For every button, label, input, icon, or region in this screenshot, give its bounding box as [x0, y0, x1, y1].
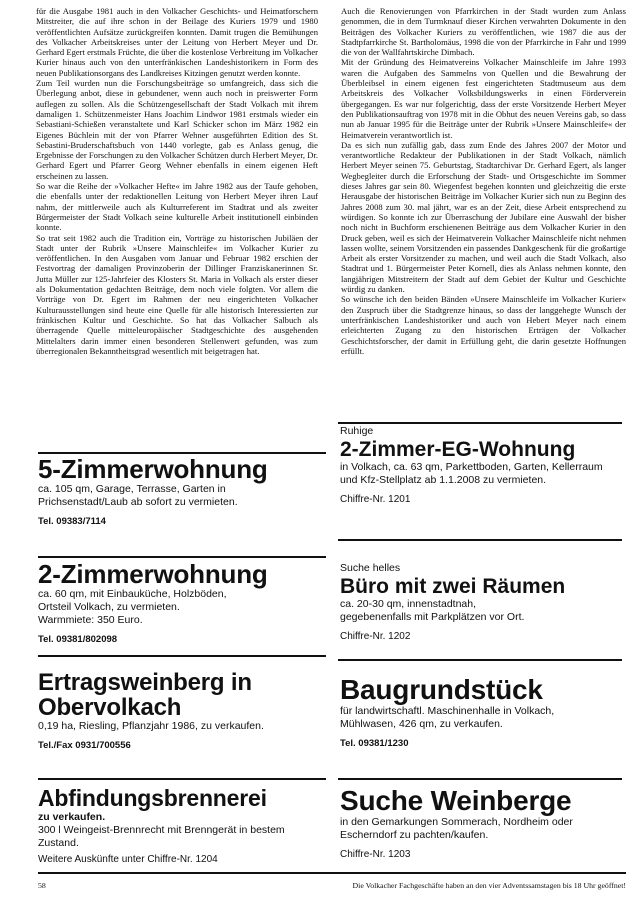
ad-title: Suche Weinberge	[340, 785, 572, 816]
ad-text: Mühlwasen, 426 qm, zu verkaufen.	[340, 718, 503, 730]
ad-phone: Tel. 09381/802098	[38, 634, 118, 645]
ad-phone: Tel./Fax 0931/700556	[38, 740, 131, 751]
classified-ad	[340, 675, 624, 749]
article-column-left	[36, 6, 318, 356]
ad-separator	[338, 659, 622, 661]
article-paragraph: Zum Teil wurden nun die Forschungsbeiträge so umfangreich, dass sich die Überlegung anbot, diese in gebundener, wenn auch noch in preiswerter Form auflegen zu sollen. Als die Schützengesellschaft der Stadt Volkach mit ihrem damaligen 1. Schützenmeister Hans Joachim Lindwor 1981 erstmals wieder ein Sebastiani-Schießen veranstaltete und Karl Schicker schon im März 1982 ein Eigenes Büchlein mit der von Pfarrer Wehner ausgeführten Edition des St. Sebastini-Bruderschaftsbuch von 1440 vorlegte, gab es Anlass genug, die Ergebnisse der Forschungen zu den Volkacher Schützen durch Herbert Meyer, Dr. Gerhard Egert und Pfarrer Georg Wehner ebenfalls in einem eigenen Heft erscheinen zu lassen.	[36, 78, 318, 181]
ad-separator	[338, 422, 622, 424]
ad-text: und Kfz-Stellplatz ab 1.1.2008 zu vermieten.	[340, 474, 547, 486]
ad-text: Escherndorf zu pachten/kaufen.	[340, 829, 489, 841]
ad-text: Warmmiete: 350 Euro.	[38, 614, 143, 626]
ad-text: gegebenenfalls mit Parkplätzen vor Ort.	[340, 611, 525, 623]
ad-title: Obervolkach	[38, 694, 182, 721]
article-paragraph: So wünsche ich den beiden Bänden »Unsere Mainschleife im Volkacher Kurier« den Zuspruch über die Stadtgrenze hinaus, so dass der langgehegte Wunsch der unterfränkischen Landeshistoriker und auch von Hebert Meyer nach einem erleichterten Zugang zu den historischen Erträgen der Volkacher Geschichtsforscher, der damit in Erfüllung geht, die darin gesetzte Hoffnungen erfüllt.	[341, 294, 626, 356]
ad-separator	[38, 556, 326, 558]
ad-separator	[38, 655, 326, 657]
ad-title: 2-Zimmerwohnung	[38, 559, 268, 589]
classified-ad	[38, 670, 326, 751]
ad-text: ca. 60 qm, mit Einbauküche, Holzböden,	[38, 588, 227, 600]
classified-ad	[38, 456, 326, 527]
ad-text: ca. 105 qm, Garage, Terrasse, Garten in	[38, 483, 226, 495]
classified-ad	[340, 425, 624, 505]
ad-subtitle: zu verkaufen.	[38, 811, 106, 823]
ad-chiffre: Chiffre-Nr. 1201	[340, 494, 411, 505]
article-paragraph: Mit der Gründung des Heimatvereins Volkacher Mainschleife im Jahre 1993 waren die Aufgaben des Sammelns von Quellen und die Bewahrung der Überbleibsel in einem eigenen fest eingerichteten Stadtmuseum aus dem Arbeitskreis des Volkacher Volksbildungswerks in einen Förderverein übergegangen. Es war nur folgerichtig, dass der erste Vorsitzende Herbert Meyer den Publikationsauftrag von 1978 mit in die Obhut des neuen Vereins gab, so dass nun ab Januar 1995 für die Beiträge unter der Rubrik »Unsere Mainschleife« der Heimatverein verantwortlich ist.	[341, 57, 626, 140]
ad-phone: Tel. 09383/7114	[38, 516, 106, 527]
ad-text: in Volkach, ca. 63 qm, Parkettboden, Garten, Kellerraum	[340, 461, 603, 473]
ad-title: 5-Zimmerwohnung	[38, 454, 268, 484]
ad-chiffre: Weitere Auskünfte unter Chiffre-Nr. 1204	[38, 854, 218, 865]
article-paragraph: für die Ausgabe 1981 auch in den Volkacher Geschichts- und Heimatforschern Mitstreiter, die auf ihre schon in der Beilage des Kuriers 1979 und 1980 veröffentlichten Aufsätze zurückgreifen konnten. Damit trugen die Bemühungen des Volkacher Arbeitskreises unter der Leitung von Herbert Meyer und Dr. Gerhard Egert erstmals Früchte, die über die kostenlose Verbreitung im Volkacher Kurier hinaus auch von den unterfränkischen Landeshistorikern in Form des neuen Publikationsorgans des Landkreises Kitzingen genutzt werden konnte.	[36, 6, 318, 78]
article-paragraph: So trat seit 1982 auch die Tradition ein, Vorträge zu historischen Jubiläen der Stadt unter der Rubrik »Unsere Mainschleife« im Volkacher Kurier zu veröffentlichen. In den Ausgaben vom Januar und Februar 1982 erschien der Festvortrag der damaligen Provinzoberin der Dillinger Franziskanerinnen Sr. Jutta Müller zur 125-Jahrfeier des Klosters St. Maria in Volkach als erster dieser als Dokumentation gedachten Beiträge, dem noch viele folgten. Vor allem die Vorträge von Dr. Egert im Rahmen der neu eingerichteten Volkacher Kulturausstellungen sind heute eine Quelle für alle historisch Interessierten zur fränkischen Kultur und Geschichte. So hat das Volkacher Salbuch als überragende Quelle mitteleuropäischer Stadtgeschichte des ausgehenden Mittelalters darin immer einen besonderen Stellenwert gefunden, was zum überregionalen Bekanntheitsgrad wesentlich mit beigetragen hat.	[36, 232, 318, 356]
ad-text: 300 l Weingeist-Brennrecht mit Brenngerät in bestem	[38, 824, 285, 836]
footer-note: Die Volkacher Fachgeschäfte haben an den vier Adventssamstagen bis 18 Uhr geöffnet!	[352, 881, 626, 890]
ad-text: in den Gemarkungen Sommerach, Nordheim oder	[340, 816, 573, 828]
ad-text: Zustand.	[38, 837, 79, 849]
classified-ad	[38, 786, 326, 865]
ad-title: Ertragsweinberg in	[38, 669, 252, 696]
classified-ad	[340, 786, 624, 860]
ad-chiffre: Chiffre-Nr. 1203	[340, 849, 411, 860]
classified-ad	[38, 561, 326, 645]
ad-title: 2-Zimmer-EG-Wohnung	[340, 438, 576, 461]
ad-separator	[338, 539, 622, 541]
ad-text: für landwirtschaftl. Maschinenhalle in Volkach,	[340, 705, 555, 717]
ad-phone: Tel. 09381/1230	[340, 738, 409, 749]
ad-prefix: Suche helles	[340, 562, 401, 574]
article-paragraph: So war die Reihe der »Volkacher Hefte« im Jahre 1982 aus der Taufe gehoben, die ebenfalls unter der redaktionellen Leitung von Herbert Meyer ihren Lauf nahm, der mittlerweile auch als Kulturreferent im Stadtrat und als zweiter Bürgermeister der Stadt Volkach seine kulturelle Arbeit institutionell einbinden konnte.	[36, 181, 318, 233]
ad-title: Abfindungsbrennerei	[38, 785, 267, 811]
ad-title: Baugrundstück	[340, 674, 543, 705]
ad-title: Büro mit zwei Räumen	[340, 575, 566, 598]
ad-text: 0,19 ha, Riesling, Pflanzjahr 1986, zu verkaufen.	[38, 720, 264, 732]
ad-text: Prichsenstadt/Laub ab sofort zu vermieten.	[38, 496, 238, 508]
page-number: 58	[38, 881, 46, 890]
ad-separator	[38, 872, 626, 874]
article-paragraph: Da es sich nun zufällig gab, dass zum Ende des Jahres 2007 der Motor und verantwortliche Redakteur der Publikationen in der Stadt Volkach, nämlich Herbert Meyer seinen 75. Geburtstag, Stadtarchivar Dr. Gerhard Egert, als langer Wegbegleiter durch die Erforschung der Stadt- und Ortsgeschichte im Sommer dieses Jahres gar sein 80. Wiegenfest begehen konnten und gleichzeitig die erste Herausgabe der historischen Beiträge im Volkacher Kurier sich nun zu Beginn des Jahres 2008 zum 30. mal jährt, war es an der Zeit, diese Arbeit entsprechend zu würdigen. So konnte ich zur Überraschung der Jubilare eine Auswahl der bisher noch nicht in Buchform erschienenen Beiträge aus dem Volkacher Kurier in den Druck geben, weil es sich der Heimatverein Volkacher Mainschleife nicht nehmen lassen wollte, seinem Vorsitzenden ein passendes Dankgeschenk für die großartige Arbeit als erster Vorsitzender zu machen, und weil auch die Stadt Volkach, also Stadtrat und 1. Bürgermeister Peter Kornell, dies als Anlass nehmen konnte, den langjährigen Mitstreitern der Stadt auf dem Gebiet der Kultur und Geschichte würdig zu danken.	[341, 139, 626, 295]
ad-chiffre: Chiffre-Nr. 1202	[340, 631, 411, 642]
ad-text: Ortsteil Volkach, zu vermieten.	[38, 601, 180, 613]
ad-separator	[38, 778, 326, 780]
ad-separator	[338, 778, 622, 780]
article-paragraph: Auch die Renovierungen von Pfarrkirchen in der Stadt wurden zum Anlass genommen, die in dem Turmknauf dieser Kirchen verwahrten Dokumente in den Beiträgen des Volkacher Kuriers zu veröffentlichen, wie 1987 die aus der Stadtpfarrkirche St. Bartholomäus, 1998 die von der Pfarrkirche in Fahr und 1999 die von der Wallfahrtskirche Dimbach.	[341, 6, 626, 58]
ad-prefix: Ruhige	[340, 425, 374, 437]
classified-ad	[340, 562, 624, 642]
article-column-right	[341, 6, 626, 356]
ad-text: ca. 20-30 qm, innenstadtnah,	[340, 598, 477, 610]
